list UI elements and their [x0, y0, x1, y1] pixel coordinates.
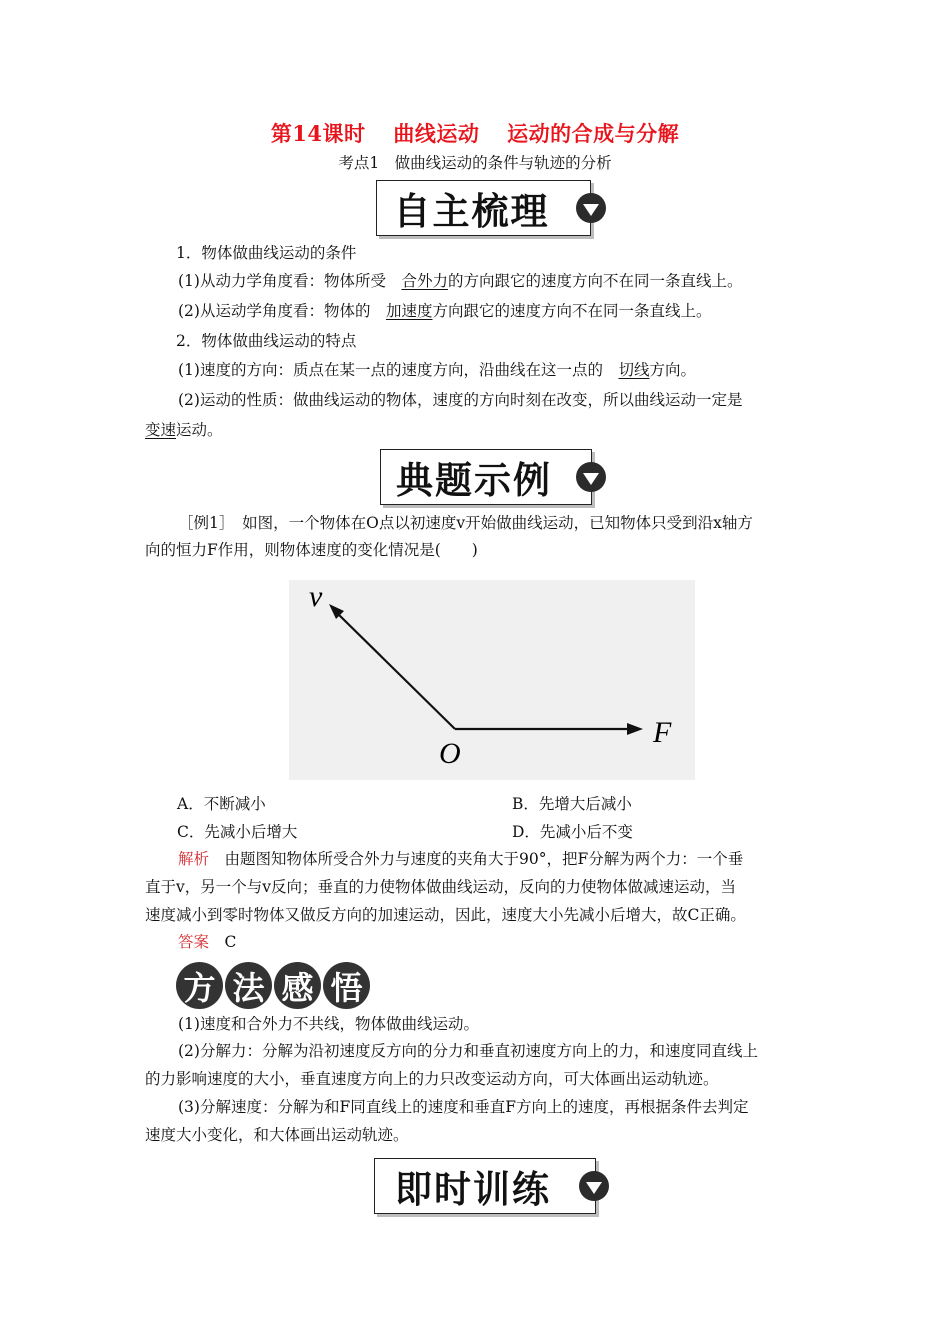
study-heading-2: 2．物体做曲线运动的特点 [176, 332, 357, 350]
method-point-3-line1: (3)分解速度：分解为和F同直线上的速度和垂直F方向上的速度，再根据条件去判定 [178, 1098, 749, 1116]
method-point-1: (1)速度和合外力不共线，物体做曲线运动。 [178, 1015, 479, 1033]
study-heading-1: 1．物体做曲线运动的条件 [176, 244, 357, 262]
analysis-label: 解析 [178, 850, 210, 868]
title-part-lesson: 第14课时 [270, 121, 366, 146]
down-triangle-icon [579, 1171, 609, 1201]
answer-blank: 变速 [145, 421, 177, 439]
study-condition-1: (1)从动力学角度看：物体所受 合外力的方向跟它的速度方向不在同一条直线上。 [178, 272, 743, 290]
method-point-2-line2: 的力影响速度的大小，垂直速度方向上的力只改变运动方向，可大体画出运动轨迹。 [145, 1070, 719, 1088]
method-char-3: 感 [274, 962, 321, 1009]
example-banner-text: 典题示例 [396, 459, 552, 502]
practice-banner [374, 1158, 596, 1214]
self-study-banner-text: 自主梳理 [393, 190, 550, 233]
study-condition-2: (2)从运动学角度看：物体的 加速度方向跟它的速度方向不在同一条直线上。 [178, 302, 712, 320]
origin-label: O [439, 737, 461, 770]
method-point-2-line1: (2)分解力：分解为沿初速度反方向的分力和垂直初速度方向上的力，和速度同直线上 [178, 1042, 758, 1060]
force-arrowhead [627, 723, 643, 735]
example-banner [380, 449, 592, 505]
option-c: C．先减小后增大 [177, 823, 298, 841]
vector-diagram-svg [289, 580, 695, 780]
study-feature-2-line1: (2)运动的性质：做曲线运动的物体，速度的方向时刻在改变，所以曲线运动一定是 [178, 391, 743, 409]
down-triangle-icon [576, 193, 606, 223]
analysis-line3: 速度减小到零时物体又做反方向的加速运动，因此，速度大小先减小后增大，故C正确。 [145, 906, 746, 924]
answer-blank: 加速度 [385, 302, 433, 320]
force-label: F [653, 716, 672, 749]
option-a: A．不断减小 [177, 795, 266, 813]
method-char-1: 方 [176, 962, 223, 1009]
vector-diagram [289, 580, 695, 780]
answer-line: 答案 C [178, 933, 237, 951]
study-feature-2-line2: 变速运动。 [145, 421, 223, 439]
velocity-label: v [309, 580, 323, 613]
method-point-3-line2: 速度大小变化，和大体画出运动轨迹。 [145, 1126, 409, 1144]
analysis-line1: 解析 由题图知物体所受合外力与速度的夹角大于90°，把F分解为两个力：一个垂 [178, 850, 744, 868]
velocity-vector [335, 611, 455, 729]
practice-banner-text: 即时训练 [395, 1168, 551, 1211]
lesson-title [0, 118, 950, 148]
method-banner [176, 962, 372, 1009]
answer-label: 答案 [178, 933, 210, 951]
answer-blank: 合外力 [401, 272, 448, 290]
answer-blank: 切线 [618, 361, 650, 379]
title-part-topic: 曲线运动 [393, 121, 480, 146]
option-d: D．先减小后不变 [512, 823, 633, 841]
section-subtitle: 考点1 做曲线运动的条件与轨迹的分析 [338, 154, 612, 172]
analysis-line2: 直于v，另一个与v反向；垂直的力使物体做曲线运动，反向的力使物体做减速运动，当 [145, 878, 737, 896]
down-triangle-icon [576, 462, 606, 492]
method-char-4: 悟 [323, 962, 370, 1009]
self-study-banner [376, 180, 591, 236]
method-char-2: 法 [225, 962, 272, 1009]
title-part-subtopic: 运动的合成与分解 [507, 121, 680, 146]
example-question-line2: 向的恒力F作用，则物体速度的变化情况是( ) [145, 541, 478, 559]
option-b: B．先增大后减小 [512, 795, 632, 813]
study-feature-1: (1)速度的方向：质点在某一点的速度方向，沿曲线在这一点的 切线方向。 [178, 361, 696, 379]
example-question-line1: ［例1］ 如图，一个物体在O点以初速度v开始做曲线运动，已知物体只受到沿x轴方 [178, 514, 753, 532]
